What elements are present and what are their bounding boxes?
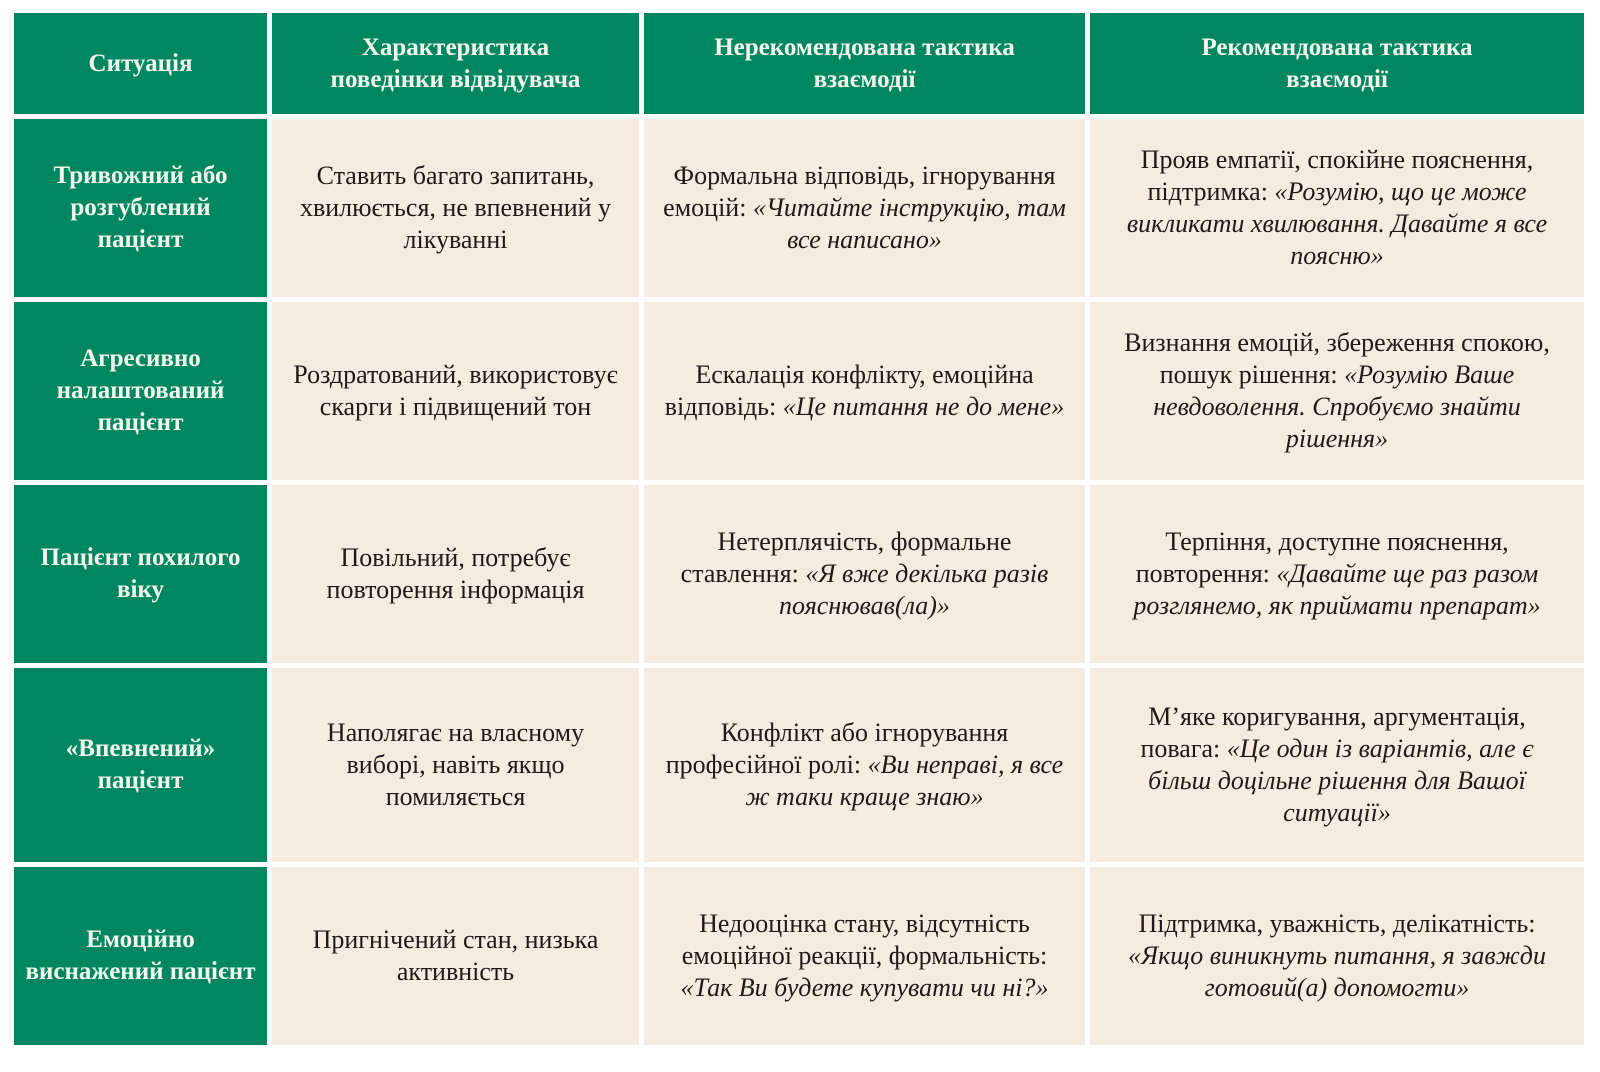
good-tactic-quote: «Розумію, що це може викликати хвилювання. Давайте я все поясню» — [1126, 177, 1548, 270]
header-behavior — [272, 13, 639, 114]
header-behavior-label: Характеристика поведінки відвідувача — [330, 33, 581, 93]
header-bad-tactic — [644, 13, 1085, 114]
row-5-good-tactic — [1090, 867, 1584, 1045]
row-1-situation — [14, 119, 267, 297]
row-5-behavior — [272, 867, 639, 1045]
situation-label: «Впевнений» пацієнт — [65, 735, 216, 794]
good-tactic-content — [1108, 908, 1566, 1004]
bad-tactic-quote: «Я вже декілька разів пояснював(ла)» — [779, 559, 1049, 620]
behavior-text: Наполягає на власному виборі, навіть якщо помиляється — [326, 718, 585, 811]
bad-tactic-text: Нетерплячість, формальне ставлення: — [680, 527, 1012, 588]
bad-tactic-text: Ескалація конфлікту, емоційна відповідь: — [664, 360, 1034, 421]
row-1-bad-tactic — [644, 119, 1085, 297]
good-tactic-text: Терпіння, доступне пояснення, повторення: — [1135, 527, 1509, 588]
bad-tactic-text: Недооцінка стану, відсутність емоційної реакції, формальність: — [681, 909, 1048, 970]
situation-label: Агресивно налаштований пацієнт — [56, 345, 225, 436]
bad-tactic-quote: «Читайте інструкцію, там все написано» — [752, 193, 1066, 254]
row-4-behavior — [272, 668, 639, 862]
header-good-tactic-label: Рекомендована тактика взаємодії — [1201, 33, 1473, 93]
bad-tactic-content — [656, 160, 1073, 256]
bad-tactic-quote: «Це питання не до мене» — [782, 392, 1065, 421]
good-tactic-content — [1120, 526, 1554, 622]
row-3-situation — [14, 485, 267, 663]
row-3-bad-tactic — [644, 485, 1085, 663]
good-tactic-text: М’яке коригування, аргументація, повага: — [1140, 702, 1526, 763]
good-tactic-content — [1110, 327, 1564, 455]
behavior-text: Повільний, потребує повторення інформація — [326, 543, 585, 604]
situation-label: Тривожний або розгублений пацієнт — [53, 162, 228, 253]
row-3-good-tactic — [1090, 485, 1584, 663]
bad-tactic-text: Формальна відповідь, ігнорування емоцій: — [663, 161, 1056, 222]
bad-tactic-quote: «Ви неправі, я все ж таки краще знаю» — [745, 750, 1064, 811]
behavior-text: Роздратований, використовує скарги і підвищений тон — [293, 360, 618, 421]
row-4-bad-tactic — [644, 668, 1085, 862]
good-tactic-text: Визнання емоцій, збереження спокою, пошук рішення: — [1124, 328, 1550, 389]
row-1-good-tactic — [1090, 119, 1584, 297]
row-2-situation — [14, 302, 267, 480]
row-3-behavior — [272, 485, 639, 663]
row-5-situation — [14, 867, 267, 1045]
behavior-text: Пригнічений стан, низька активність — [312, 925, 599, 986]
header-situation — [14, 13, 267, 114]
communication-tactics-table — [14, 13, 1587, 1045]
row-2-good-tactic — [1090, 302, 1584, 480]
row-2-bad-tactic — [644, 302, 1085, 480]
situation-label: Емоційно виснажений пацієнт — [25, 926, 256, 985]
bad-tactic-content — [672, 526, 1057, 622]
bad-tactic-text: Конфлікт або ігнорування професійної ролі: — [665, 718, 1009, 779]
good-tactic-content — [1112, 144, 1562, 272]
row-2-behavior — [272, 302, 639, 480]
bad-tactic-quote: «Так Ви будете купувати чи ні?» — [680, 973, 1049, 1002]
good-tactic-content — [1108, 701, 1566, 829]
behavior-text: Ставить багато запитань, хвилюється, не впевнений у лікуванні — [299, 161, 612, 254]
bad-tactic-content — [664, 359, 1065, 423]
header-good-tactic — [1090, 13, 1584, 114]
row-1-behavior — [272, 119, 639, 297]
header-bad-tactic-label: Нерекомендована тактика взаємодії — [714, 33, 1015, 93]
good-tactic-quote: «Розумію Ваше невдоволення. Спробуємо знайти рішення» — [1153, 360, 1521, 453]
bad-tactic-content — [662, 717, 1067, 813]
row-4-good-tactic — [1090, 668, 1584, 862]
header-situation-label: Ситуація — [88, 49, 193, 77]
good-tactic-text: Підтримка, уважність, делікатність: — [1138, 909, 1536, 938]
bad-tactic-content — [654, 908, 1075, 1004]
good-tactic-text: Прояв емпатії, спокійне пояснення, підтримка: — [1140, 145, 1534, 206]
situation-label: Пацієнт похилого віку — [40, 544, 241, 603]
row-5-bad-tactic — [644, 867, 1085, 1045]
good-tactic-quote: «Якщо виникнуть питання, я завжди готовий(а) допомогти» — [1128, 941, 1546, 1002]
row-4-situation — [14, 668, 267, 862]
good-tactic-quote: «Це один із варіантів, але є більш доцільне рішення для Вашої ситуації» — [1148, 734, 1534, 827]
good-tactic-quote: «Давайте ще раз разом розглянемо, як приймати препарат» — [1133, 559, 1541, 620]
